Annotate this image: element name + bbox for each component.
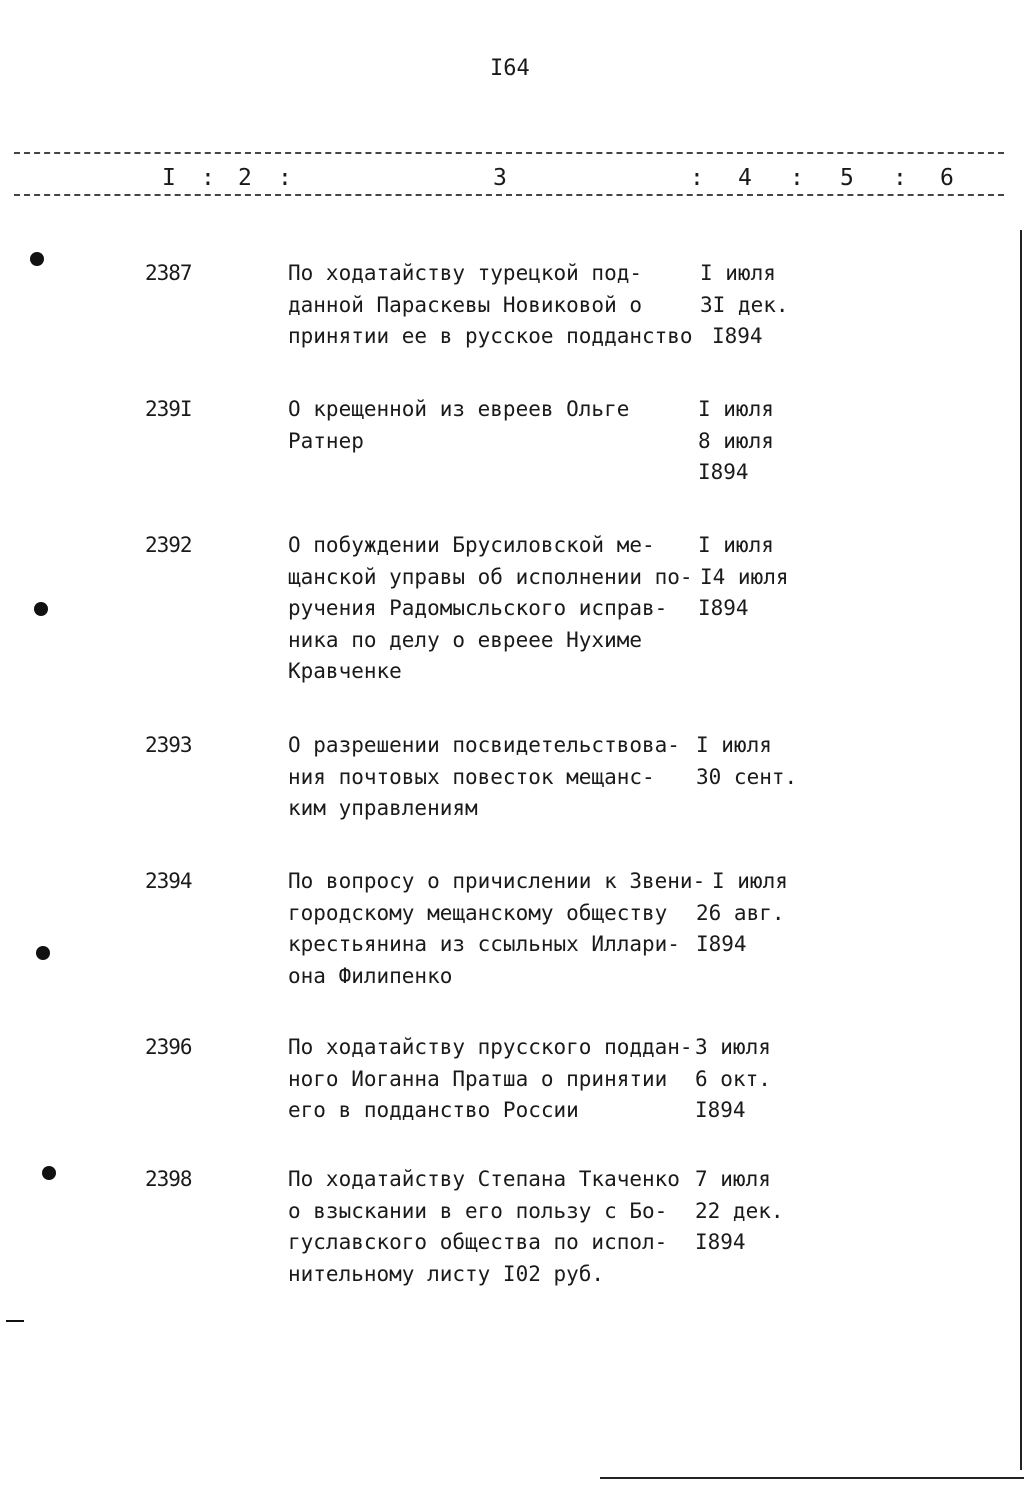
page-number: I64	[490, 56, 530, 81]
entry-dates	[698, 394, 774, 489]
date-start: I июля	[698, 397, 774, 421]
description-line: По ходатайству турецкой под-	[288, 261, 643, 285]
description-line: крестьянина из ссыльных Иллари-	[288, 932, 680, 956]
description-line: гуславского общества по испол-	[288, 1230, 668, 1254]
column-header-1: I	[162, 165, 176, 191]
date-end: 6 окт.	[695, 1066, 771, 1091]
description-line: О побуждении Брусиловской ме-	[288, 533, 655, 557]
description-line: По ходатайству Степана Ткаченко	[288, 1167, 680, 1191]
entry-description	[288, 1032, 693, 1127]
column-header-separator: :	[690, 165, 704, 191]
column-header-4: 4	[738, 165, 752, 191]
entry-dates	[700, 258, 789, 353]
description-line: ника по делу о еврееe Нухиме	[288, 627, 643, 652]
date-year: I894	[698, 460, 749, 484]
description-line: По ходатайству прусского поддан-	[288, 1035, 693, 1059]
description-line: данной Параскевы Новиковой о	[288, 292, 643, 317]
entry-number: 2387	[145, 261, 192, 285]
punch-hole	[42, 1166, 56, 1180]
header-rule-bottom	[14, 194, 1004, 196]
entry-description	[288, 866, 705, 992]
entry-dates	[695, 1032, 771, 1127]
entry-description	[288, 530, 693, 688]
entry-number: 2393	[145, 733, 192, 757]
column-header-separator: :	[790, 165, 804, 191]
description-line: ния почтовых повесток мещанс-	[288, 764, 655, 789]
header-rule-top	[14, 152, 1004, 154]
date-start: 3 июля	[695, 1035, 771, 1059]
entry-number: 2398	[145, 1167, 192, 1191]
entry-description	[288, 258, 693, 353]
date-start: 7 июля	[695, 1167, 771, 1191]
entry-description	[288, 394, 629, 457]
date-year: I894	[695, 1098, 746, 1122]
description-line: ким управлениям	[288, 796, 478, 820]
entry-number: 239I	[145, 397, 192, 421]
description-line: Кравченке	[288, 659, 402, 683]
entry-dates	[698, 530, 789, 625]
date-end: 22 дек.	[695, 1198, 784, 1223]
date-end: 3I дек.	[700, 292, 789, 317]
punch-hole	[36, 946, 50, 960]
date-year: I894	[695, 1230, 746, 1254]
punch-hole	[34, 602, 48, 616]
description-line: городскому мещанскому обществу	[288, 900, 668, 925]
entry-description	[288, 730, 680, 825]
description-line: ручения Радомысльского исправ-	[288, 596, 668, 620]
description-line: его в подданство России	[288, 1098, 579, 1122]
description-line: По вопросу о причислении к Звени-	[288, 869, 706, 893]
column-header-separator: :	[278, 165, 292, 191]
date-start: I июля	[698, 533, 774, 557]
date-year: I894	[698, 596, 749, 620]
margin-mark	[6, 1320, 24, 1322]
column-header-3: 3	[493, 165, 507, 191]
date-end: 30 сент.	[696, 764, 798, 789]
date-year: I894	[696, 932, 747, 956]
description-line: о взыскании в его пользу с Бо-	[288, 1198, 668, 1223]
entry-dates	[696, 730, 797, 793]
date-start: I июля	[700, 261, 776, 285]
description-line: Ратнер	[288, 428, 364, 453]
column-header-5: 5	[840, 165, 854, 191]
description-line: ного Иоганна Пратша о принятии	[288, 1066, 668, 1091]
column-header-separator: :	[893, 165, 907, 191]
column-header-6: 6	[940, 165, 954, 191]
description-line: принятии ее в русское подданство	[288, 324, 693, 348]
description-line: О крещенной из евреев Ольге	[288, 397, 630, 421]
entry-number: 2392	[145, 533, 192, 557]
entry-number: 2394	[145, 869, 192, 893]
entry-number: 2396	[145, 1035, 192, 1059]
description-line: нительному листу I02 руб.	[288, 1261, 605, 1286]
page-edge-right	[1020, 230, 1022, 1470]
date-end: 8 июля	[698, 428, 774, 453]
entry-description	[288, 1164, 680, 1290]
date-year: I894	[712, 324, 763, 348]
column-header-2: 2	[238, 165, 252, 191]
date-end: I4 июля	[700, 564, 789, 589]
description-line: она Филипенко	[288, 963, 453, 988]
description-line: щанской управы об исполнении по-	[288, 564, 693, 589]
date-start: I июля	[712, 869, 788, 893]
description-line: О разрешении посвидетельствова-	[288, 733, 680, 757]
punch-hole	[30, 252, 44, 266]
date-start: I июля	[696, 733, 772, 757]
date-end: 26 авг.	[696, 900, 785, 925]
entry-dates	[696, 866, 788, 961]
column-header-separator: :	[201, 165, 215, 191]
entry-dates	[695, 1164, 784, 1259]
page-edge-bottom	[600, 1477, 1024, 1479]
